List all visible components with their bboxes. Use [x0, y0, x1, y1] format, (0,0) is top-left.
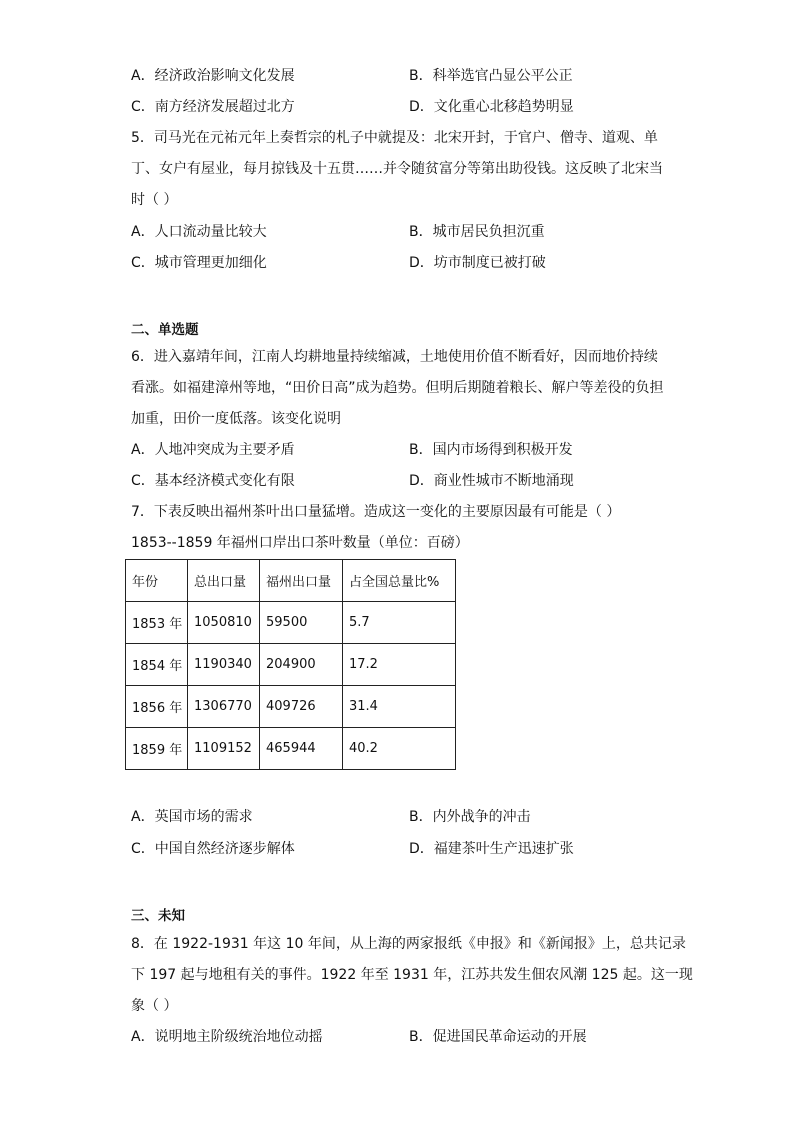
table-header-cell: 福州出口量	[260, 560, 343, 602]
table-cell: 1853 年	[126, 602, 188, 644]
q7-option-a: A．英国市场的需求	[131, 809, 253, 825]
table-cell: 31.4	[343, 686, 456, 728]
table-cell: 59500	[260, 602, 343, 644]
q7-option-b: B．内外战争的冲击	[409, 809, 531, 825]
q6-option-a: A．人地冲突成为主要矛盾	[131, 442, 295, 458]
section-heading-unknown: 三、未知	[131, 908, 185, 924]
table-header-cell: 占全国总量比%	[343, 560, 456, 602]
table-header-cell: 总出口量	[188, 560, 260, 602]
q5-option-d: D．坊市制度已被打破	[409, 255, 546, 271]
table-header-row	[126, 560, 456, 602]
q6-option-c: C．基本经济模式变化有限	[131, 473, 295, 489]
table-cell: 204900	[260, 644, 343, 686]
table-cell: 40.2	[343, 728, 456, 770]
table-cell: 1306770	[188, 686, 260, 728]
q5-stem-line-3: 时（ ）	[131, 192, 178, 208]
q6-stem-line-1: 6．进入嘉靖年间，江南人均耕地量持续缩减，土地使用价值不断看好，因而地价持续	[131, 349, 658, 365]
q6-option-b: B．国内市场得到积极开发	[409, 442, 573, 458]
q5-option-b: B．城市居民负担沉重	[409, 224, 545, 240]
q7-option-c: C．中国自然经济逐步解体	[131, 841, 295, 857]
table-cell: 1859 年	[126, 728, 188, 770]
q7-stem: 7．下表反映出福州茶叶出口量猛增。造成这一变化的主要原因最有可能是（ ）	[131, 504, 621, 520]
q7-option-d: D．福建茶叶生产迅速扩张	[409, 841, 574, 857]
q6-stem-line-3: 加重，田价一度低落。该变化说明	[131, 411, 341, 427]
table-row	[126, 686, 456, 728]
table-cell: 17.2	[343, 644, 456, 686]
table-cell: 1854 年	[126, 644, 188, 686]
q8-option-a: A．说明地主阶级统治地位动摇	[131, 1029, 323, 1045]
q4-option-d: D．文化重心北移趋势明显	[409, 99, 574, 115]
table-cell: 5.7	[343, 602, 456, 644]
q7-table-caption: 1853--1859 年福州口岸出口茶叶数量（单位：百磅）	[131, 535, 469, 551]
q8-option-b: B．促进国民革命运动的开展	[409, 1029, 587, 1045]
table-cell: 1109152	[188, 728, 260, 770]
q6-option-d: D．商业性城市不断地涌现	[409, 473, 574, 489]
q8-stem-line-1: 8．在 1922-1931 年这 10 年间，从上海的两家报纸《申报》和《新闻报》上，总共记录	[131, 936, 686, 952]
q4-option-c: C．南方经济发展超过北方	[131, 99, 295, 115]
q6-stem-line-2: 看涨。如福建漳州等地，“田价日高”成为趋势。但明后期随着粮长、解户等差役的负担	[131, 380, 664, 396]
table-row	[126, 602, 456, 644]
table-cell: 1190340	[188, 644, 260, 686]
q5-option-a: A．人口流动量比较大	[131, 224, 267, 240]
table-cell: 1050810	[188, 602, 260, 644]
q8-stem-line-3: 象（ ）	[131, 998, 178, 1014]
table-header-cell: 年份	[126, 560, 188, 602]
table-cell: 1856 年	[126, 686, 188, 728]
table-cell: 409726	[260, 686, 343, 728]
q5-stem-line-1: 5．司马光在元祐元年上奏哲宗的札子中就提及：北宋开封，于官户、僧寺、道观、单	[131, 130, 658, 146]
table-row	[126, 728, 456, 770]
q4-option-b: B．科举选官凸显公平公正	[409, 68, 573, 84]
q5-option-c: C．城市管理更加细化	[131, 255, 267, 271]
q8-stem-line-2: 下 197 起与地租有关的事件。1922 年至 1931 年，江苏共发生佃农风潮 125 起。这一现	[131, 967, 693, 983]
tea-export-table	[125, 559, 456, 770]
q4-option-a: A．经济政治影响文化发展	[131, 68, 295, 84]
section-heading-single-choice: 二、单选题	[131, 322, 199, 338]
q5-stem-line-2: 丁、女户有屋业，每月掠钱及十五贯……并令随贫富分等第出助役钱。这反映了北宋当	[131, 161, 663, 177]
table-cell: 465944	[260, 728, 343, 770]
table-row	[126, 644, 456, 686]
